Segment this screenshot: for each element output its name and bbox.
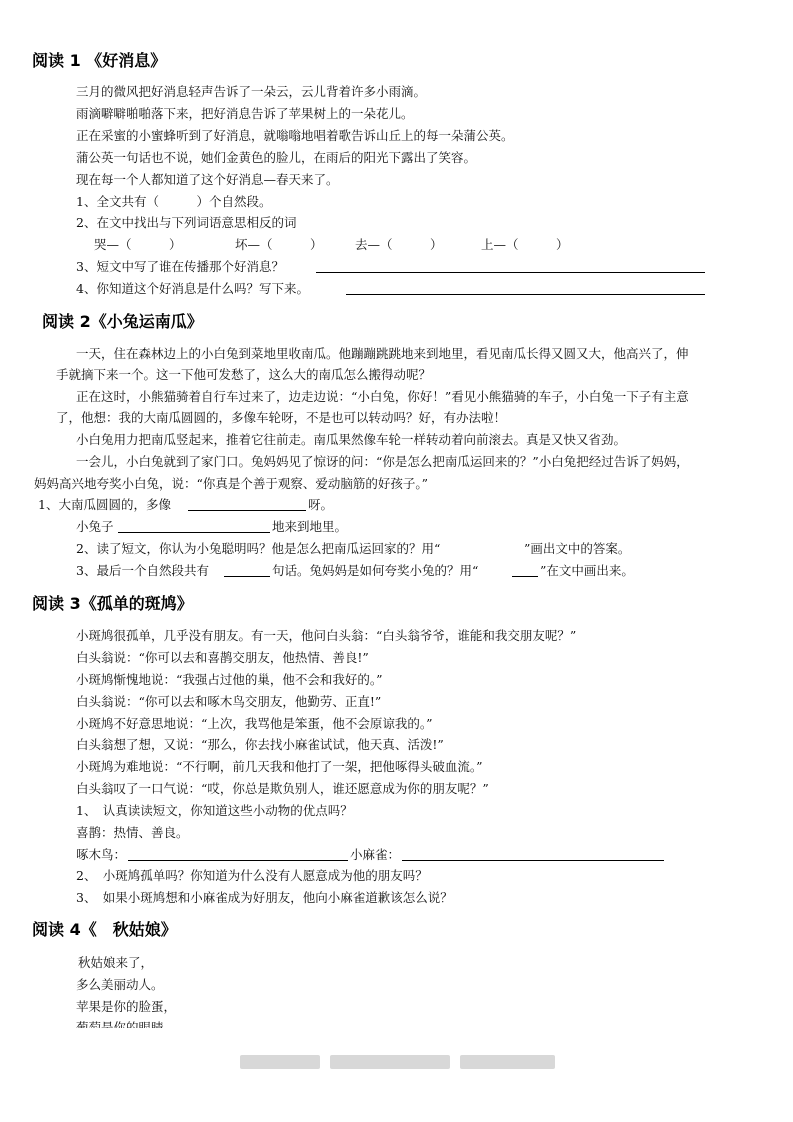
watermark-blur bbox=[240, 1055, 320, 1069]
question-2: 2、读了短文，你认为小兔聪明吗？他是怎么把南瓜运回家的？用“ bbox=[76, 541, 441, 556]
answer-line[interactable] bbox=[128, 860, 348, 861]
question-3: 3、短文中写了谁在传播那个好消息？ bbox=[76, 259, 284, 274]
poem-line: 苹果是你的脸蛋， bbox=[76, 999, 177, 1014]
question-3: 3、 如果小斑鸠想和小麻雀成为好朋友，他向小麻雀道歉该怎么说？ bbox=[76, 890, 453, 905]
watermark-blur bbox=[460, 1055, 555, 1069]
sparrow-label: 小麻雀： bbox=[350, 847, 401, 862]
paragraph-line: 一天，住在森林边上的小白兔到菜地里收南瓜。他蹦蹦跳跳地来到地里，看见南瓜长得又圆又大，他高兴了，伸 bbox=[76, 346, 689, 361]
paragraph-line: 三月的微风把好消息轻声告诉了一朵云，云儿背着许多小雨滴。 bbox=[76, 84, 427, 99]
question-1-example: 喜鹊：热情、善良。 bbox=[76, 825, 189, 840]
question-3-end: ”在文中画出来。 bbox=[540, 563, 634, 578]
paragraph-line: 小白兔用力把南瓜竖起来，推着它往前走。南瓜果然像车轮一样转动着向前滚去。真是又快又省劲。 bbox=[76, 432, 627, 447]
paragraph-line: 现在每一个人都知道了这个好消息—春天来了。 bbox=[76, 172, 339, 187]
woodpecker-label: 啄木鸟： bbox=[76, 847, 127, 862]
answer-line[interactable] bbox=[188, 510, 306, 511]
answer-line[interactable] bbox=[346, 294, 705, 295]
antonym-1: 哭—（ ） bbox=[94, 237, 182, 252]
paragraph-line: 正在这时，小熊猫骑着自行车过来了，边走边说：“小白兔，你好！”看见小熊猫骑的车子，小白兔一下子有主意 bbox=[76, 389, 689, 404]
antonym-2: 坏—（ ） bbox=[235, 237, 323, 252]
question-2-end: ”画出文中的答案。 bbox=[524, 541, 631, 556]
page-cutoff bbox=[0, 1028, 793, 1122]
paragraph-line: 小斑鸠惭愧地说：“我强占过他的巢，他不会和我好的。” bbox=[76, 672, 383, 687]
question-1b-end: 地来到地里。 bbox=[272, 519, 348, 534]
answer-line[interactable] bbox=[512, 576, 538, 577]
question-3-mid: 句话。兔妈妈是如何夸奖小兔的？用“ bbox=[272, 563, 479, 578]
paragraph-line: 了，他想：我的大南瓜圆圆的，多像车轮呀，不是也可以转动吗？好，有办法啦！ bbox=[56, 410, 507, 425]
question-2: 2、 小斑鸠孤单吗？你知道为什么没有人愿意成为他的朋友吗？ bbox=[76, 868, 428, 883]
answer-line[interactable] bbox=[316, 272, 705, 273]
answer-line[interactable] bbox=[224, 576, 270, 577]
paragraph-line: 正在采蜜的小蜜蜂听到了好消息，就嗡嗡地唱着歌告诉山丘上的每一朵蒲公英。 bbox=[76, 128, 514, 143]
paragraph-line: 小斑鸠很孤单，几乎没有朋友。有一天，他问白头翁：“白头翁爷爷，谁能和我交朋友呢？” bbox=[76, 628, 577, 643]
answer-line[interactable] bbox=[118, 532, 270, 533]
watermark-blur bbox=[330, 1055, 450, 1069]
paragraph-line: 白头翁叹了一口气说：“哎，你总是欺负别人，谁还愿意成为你的朋友呢？” bbox=[76, 781, 489, 796]
paragraph-line: 蒲公英一句话也不说，她们金黄色的脸儿，在雨后的阳光下露出了笑容。 bbox=[76, 150, 477, 165]
section-title-3: 阅读 3《孤单的斑鸠》 bbox=[32, 594, 193, 613]
question-1: 1、全文共有（ ）个自然段。 bbox=[76, 194, 272, 209]
answer-line[interactable] bbox=[402, 860, 664, 861]
question-2: 2、在文中找出与下列词语意思相反的词 bbox=[76, 215, 297, 230]
paragraph-line: 手就摘下来一个。这一下他可发愁了，这么大的南瓜怎么搬得动呢？ bbox=[56, 367, 432, 382]
question-1: 1、大南瓜圆圆的，多像 bbox=[38, 497, 171, 512]
poem-line: 秋姑娘来了， bbox=[78, 955, 154, 970]
antonym-3: 去—（ ） bbox=[355, 237, 443, 252]
paragraph-line: 妈妈高兴地夸奖小白兔，说：“你真是个善于观察、爱动脑筋的好孩子。” bbox=[34, 476, 429, 491]
section-title-2: 阅读 2《小兔运南瓜》 bbox=[42, 312, 203, 331]
paragraph-line: 白头翁想了想，又说：“那么，你去找小麻雀试试，他天真、活泼!” bbox=[76, 737, 444, 752]
paragraph-line: 小斑鸠不好意思地说：“上次，我骂他是笨蛋，他不会原谅我的。” bbox=[76, 716, 433, 731]
paragraph-line: 小斑鸠为难地说：“不行啊，前几天我和他打了一架，把他啄得头破血流。” bbox=[76, 759, 483, 774]
paragraph-line: 白头翁说：“你可以去和啄木鸟交朋友，他勤劳、正直!” bbox=[76, 694, 382, 709]
section-title-4: 阅读 4《 秋姑娘》 bbox=[32, 920, 177, 939]
antonym-4: 上—（ ） bbox=[481, 237, 569, 252]
question-1-end: 呀。 bbox=[308, 497, 334, 512]
question-1b: 小兔子 bbox=[76, 519, 114, 534]
paragraph-line: 雨滴噼噼啪啪落下来，把好消息告诉了苹果树上的一朵花儿。 bbox=[76, 106, 414, 121]
question-4: 4、你知道这个好消息是什么吗？写下来。 bbox=[76, 281, 309, 296]
paragraph-line: 一会儿，小白兔就到了家门口。兔妈妈见了惊讶的问：“你是怎么把南瓜运回来的？”小白兔把经过告诉了妈妈， bbox=[76, 454, 689, 469]
section-title-1: 阅读 1 《好消息》 bbox=[32, 51, 167, 70]
question-3: 3、最后一个自然段共有 bbox=[76, 563, 209, 578]
poem-line: 多么美丽动人。 bbox=[76, 977, 164, 992]
paragraph-line: 白头翁说：“你可以去和喜鹊交朋友，他热情、善良!” bbox=[76, 650, 369, 665]
question-1: 1、 认真读读短文，你知道这些小动物的优点吗？ bbox=[76, 803, 353, 818]
